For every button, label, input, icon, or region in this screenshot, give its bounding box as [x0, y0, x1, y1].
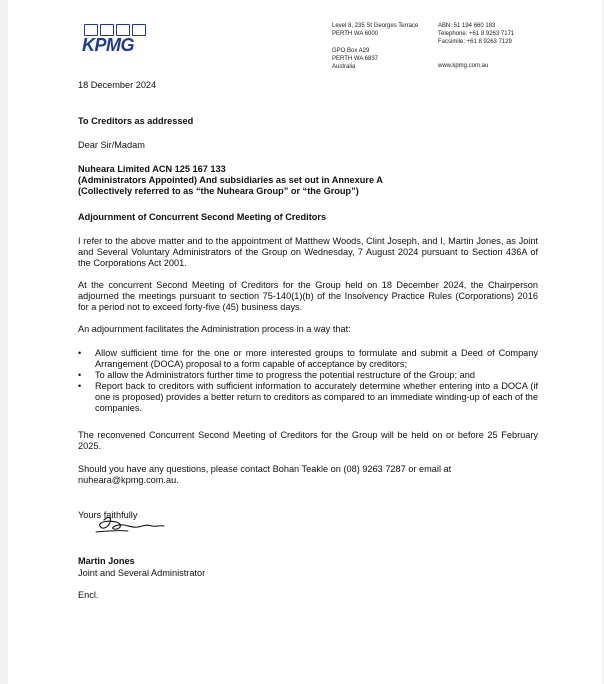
- questions-line: Should you have any questions, please contact Bohan Teakle on (08) 9263 7287 or email at: [78, 464, 452, 474]
- bullet-item: • Report back to creditors with sufficient information to accurately determine whether entering into a DOCA (if one is proposed) provides a better return to creditors as compared to an immediate winding-up of each of the companies.: [78, 381, 538, 413]
- abn: ABN: 51 194 660 183: [438, 23, 496, 29]
- letter-page: [8, 0, 602, 684]
- bullet-list: [78, 348, 538, 414]
- salutation: Dear Sir/Madam: [78, 140, 145, 150]
- signatory-title: Joint and Several Administrator: [78, 568, 206, 578]
- bullet-item: • Allow sufficient time for the one or more interested groups to formulate and submit a Deed of Company Arrangement (DOCA) proposal to a form capable of acceptance by creditors;: [78, 348, 538, 369]
- contact-details: [438, 22, 514, 70]
- email-link[interactable]: nuheara@kpmg.com.au.: [78, 475, 179, 485]
- closing: Yours faithfully: [78, 510, 138, 520]
- logo-text: KPMG: [82, 35, 134, 55]
- subject-block: [78, 164, 538, 197]
- paragraph-reconvened: The reconvened Concurrent Second Meeting of Creditors for the Group will be held on or before 25 February 2025.: [78, 430, 538, 451]
- postal-line: PERTH WA 6837: [332, 56, 379, 62]
- bullet-item: • To allow the Administrators further time to progress the potential restructure of the Group; and: [78, 370, 475, 380]
- bullet-dot: •: [78, 348, 82, 358]
- address-line: PERTH WA 6000: [332, 31, 379, 37]
- subject-line: (Collectively referred to as “the Nuheara Group” or “the Group”): [78, 186, 359, 196]
- subject-line: Nuheara Limited ACN 125 167 133: [78, 164, 226, 174]
- paragraph-intro: An adjournment facilitates the Administration process in a way that:: [78, 324, 351, 334]
- kpmg-logo: [82, 23, 160, 57]
- enclosure: Encl.: [78, 590, 99, 600]
- paragraph-appointment: I refer to the above matter and to the appointment of Matthew Woods, Clint Joseph, and I, Martin Jones, as Joint and Several Voluntary Administrators of the Group on Wednesday, 7 August 2024 pursuant to Section 436A of the Corporations Act 2001.: [78, 236, 538, 268]
- facsimile: Facsimile: +61 8 9263 7129: [438, 39, 512, 45]
- postal-line: GPO Box A29: [332, 48, 370, 54]
- office-address: [332, 22, 418, 71]
- addressee: To Creditors as addressed: [78, 116, 194, 126]
- bullet-dot: •: [78, 381, 82, 391]
- website-link[interactable]: www.kpmg.com.au: [438, 63, 489, 69]
- signatory-name: Martin Jones: [78, 556, 135, 566]
- paragraph-adjournment: At the concurrent Second Meeting of Creditors for the Group held on 18 December 2024, the Chairperson adjourned the meetings pursuant to section 75-140(1)(b) of the Insolvency Practice Rules (Corporations) 2016 for a period not to exceed forty-five (45) business days.: [78, 280, 538, 312]
- paragraph-questions: [78, 464, 538, 486]
- signature-image: [94, 512, 168, 538]
- letter-heading: Adjournment of Concurrent Second Meeting of Creditors: [78, 212, 327, 222]
- postal-line: Australia: [332, 64, 356, 70]
- telephone: Telephone: +61 8 9263 7171: [438, 31, 515, 37]
- subject-line: (Administrators Appointed) And subsidiaries as set out in Annexure A: [78, 175, 383, 185]
- address-line: Level 8, 235 St Georges Terrace: [332, 23, 419, 29]
- bullet-dot: •: [78, 370, 82, 380]
- letter-date: 18 December 2024: [78, 80, 157, 90]
